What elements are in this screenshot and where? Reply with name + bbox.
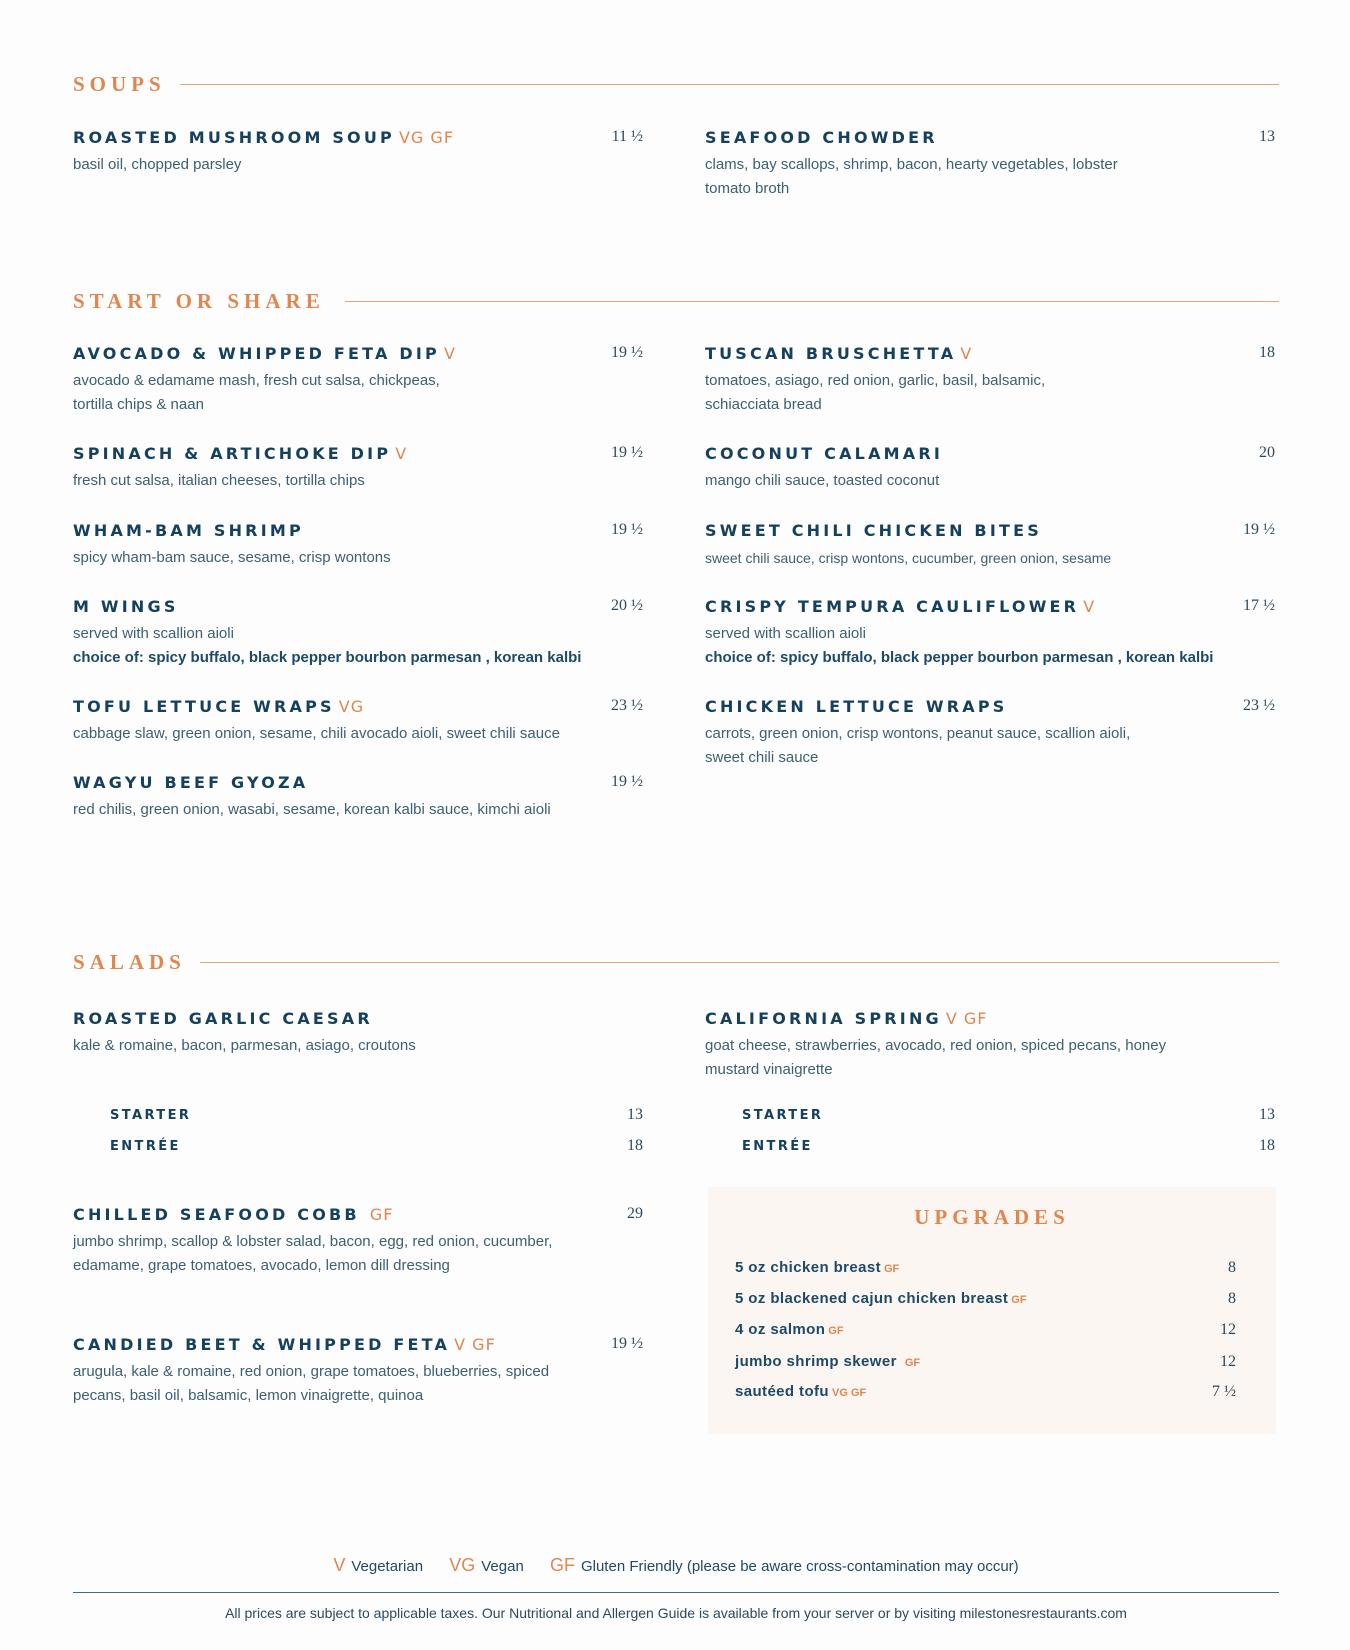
item-description: cabbage slaw, green onion, sesame, chili avocado aioli, sweet chili sauce: [73, 725, 560, 742]
item-name: WHAM-BAM SHRIMP: [73, 521, 304, 540]
legend-label: Gluten Friendly (please be aware cross-contamination may occur): [580, 1558, 1019, 1575]
item-price: 19 ½: [611, 773, 643, 790]
item-description: tomatoes, asiago, red onion, garlic, basil, balsamic, schiacciata bread: [705, 372, 1046, 413]
item-description: avocado & edamame mash, fresh cut salsa, chickpeas, tortilla chips & naan: [73, 372, 440, 413]
legend-vegan: [449, 1555, 524, 1575]
item-price: 23 ½: [611, 697, 643, 714]
legend-key: GF: [549, 1555, 575, 1575]
item-price: 19 ½: [611, 1335, 643, 1352]
item-description: clams, bay scallops, shrimp, bacon, hearty vegetables, lobster tomato broth: [705, 156, 1118, 197]
upgrade-label: 5 oz chicken breast: [735, 1259, 881, 1276]
upgrade-price: 8: [1228, 1290, 1236, 1307]
upgrades-title: UPGRADES: [914, 1205, 1070, 1229]
section-title: START OR SHARE: [73, 289, 325, 313]
upgrade-label: sautéed tofu: [735, 1383, 829, 1400]
section-header-start-or-share: [73, 289, 1279, 314]
size-price: 18: [627, 1137, 643, 1154]
upgrade-label: 5 oz blackened cajun chicken breast: [735, 1290, 1009, 1307]
diet-tag: V: [443, 344, 456, 363]
item-name: CANDIED BEET & WHIPPED FETA: [73, 1335, 451, 1354]
diet-tag: GF: [828, 1325, 844, 1337]
upgrade-price: 8: [1228, 1259, 1236, 1276]
menu-item: [73, 773, 643, 822]
item-description: basil oil, chopped parsley: [73, 156, 242, 173]
upgrade-item: [735, 1259, 1236, 1281]
menu-item: [73, 521, 643, 570]
item-name: WAGYU BEEF GYOZA: [73, 773, 309, 792]
diet-tag: VG: [338, 697, 365, 716]
menu-item: [73, 1205, 643, 1278]
legend-vegetarian: [333, 1555, 424, 1575]
upgrade-price: 12: [1220, 1353, 1236, 1370]
diet-tag: V: [395, 444, 408, 463]
item-price: 19 ½: [1243, 521, 1275, 538]
item-name: CHILLED SEAFOOD COBB: [73, 1205, 360, 1224]
menu-item: [705, 128, 1275, 201]
diet-tag: V: [1083, 597, 1096, 616]
upgrade-item: [735, 1321, 1236, 1343]
item-description: served with scallion aioli: [705, 625, 866, 642]
item-description: kale & romaine, bacon, parmesan, asiago, croutons: [73, 1037, 416, 1054]
size-price: 13: [627, 1106, 643, 1123]
diet-tag: VG GF: [831, 1387, 867, 1399]
legend-label: Vegan: [481, 1558, 524, 1575]
menu-item: [705, 597, 1275, 670]
item-name: M WINGS: [73, 597, 179, 616]
item-description: red chilis, green onion, wasabi, sesame, korean kalbi sauce, kimchi aioli: [73, 801, 551, 818]
item-name: TUSCAN BRUSCHETTA: [705, 344, 957, 363]
diet-tag: VG GF: [398, 128, 455, 147]
dietary-legend: [73, 1555, 1279, 1576]
diet-tag: GF: [369, 1205, 394, 1224]
item-description: carrots, green onion, crisp wontons, peanut sauce, scallion aioli, sweet chili sauce: [705, 725, 1131, 766]
upgrade-label: 4 oz salmon: [735, 1321, 826, 1338]
item-description: spicy wham-bam sauce, sesame, crisp wontons: [73, 549, 391, 566]
size-label: ENTRÉE: [742, 1139, 813, 1154]
upgrade-label: jumbo shrimp skewer: [735, 1353, 897, 1370]
menu-item: [73, 597, 643, 670]
divider: [180, 84, 1279, 85]
item-name: CHICKEN LETTUCE WRAPS: [705, 697, 1008, 716]
menu-item: [705, 444, 1275, 493]
item-name: SPINACH & ARTICHOKE DIP: [73, 444, 392, 463]
divider: [345, 301, 1279, 302]
legend-key: V: [333, 1555, 346, 1575]
item-choices: choice of: spicy buffalo, black pepper bourbon parmesan , korean kalbi: [705, 649, 1214, 666]
item-name: SEAFOOD CHOWDER: [705, 128, 938, 147]
diet-tag: GF: [884, 1263, 900, 1275]
item-name: TOFU LETTUCE WRAPS: [73, 697, 335, 716]
item-price: 13: [1259, 128, 1275, 145]
footer-divider: [73, 1592, 1279, 1593]
divider: [200, 962, 1279, 963]
item-name: SWEET CHILI CHICKEN BITES: [705, 521, 1042, 540]
diet-tag: V GF: [945, 1009, 988, 1028]
upgrade-price: 7 ½: [1212, 1383, 1236, 1400]
diet-tag: GF: [904, 1357, 921, 1369]
item-name: COCONUT CALAMARI: [705, 444, 944, 463]
upgrade-item: [735, 1353, 1236, 1375]
section-header-soups: [73, 72, 1279, 97]
menu-item: [705, 521, 1275, 570]
menu-item: [705, 344, 1275, 417]
upgrade-item: [735, 1290, 1236, 1312]
menu-item: [73, 697, 643, 746]
diet-tag: V: [960, 344, 973, 363]
item-price: 19 ½: [611, 444, 643, 461]
upgrade-price: 12: [1220, 1321, 1236, 1338]
item-price: 18: [1259, 344, 1275, 361]
item-description: jumbo shrimp, scallop & lobster salad, bacon, egg, red onion, cucumber, edamame, grape tomatoes, avocado, lemon dill dressing: [73, 1233, 553, 1274]
item-price: 20: [1259, 444, 1275, 461]
diet-tag: V GF: [454, 1335, 496, 1354]
size-label: STARTER: [110, 1108, 192, 1123]
item-description: arugula, kale & romaine, red onion, grape tomatoes, blueberries, spiced pecans, basil oil, balsamic, lemon vinaigrette, quinoa: [73, 1363, 550, 1404]
size-label: STARTER: [742, 1108, 824, 1123]
item-price: 23 ½: [1243, 697, 1275, 714]
upgrade-item: [735, 1383, 1236, 1405]
size-option: [110, 1137, 643, 1159]
menu-item: [73, 1335, 643, 1408]
item-name: ROASTED MUSHROOM SOUP: [73, 128, 395, 147]
menu-item: [73, 128, 643, 177]
section-header-salads: [73, 950, 1279, 975]
item-name: CALIFORNIA SPRING: [705, 1009, 942, 1028]
item-description: sweet chili sauce, crisp wontons, cucumber, green onion, sesame: [705, 550, 1112, 566]
section-title: SALADS: [73, 950, 186, 974]
item-name: AVOCADO & WHIPPED FETA DIP: [73, 344, 440, 363]
menu-item: [73, 1009, 643, 1058]
footer-note: All prices are subject to applicable taxes. Our Nutritional and Allergen Guide is available from your server or by visiting milestonesrestaurants.com: [225, 1605, 1127, 1621]
size-label: ENTRÉE: [110, 1139, 181, 1154]
item-name: ROASTED GARLIC CAESAR: [73, 1009, 373, 1028]
item-price: 19 ½: [611, 344, 643, 361]
menu-item: [73, 444, 643, 493]
size-option: [742, 1137, 1275, 1159]
section-title: SOUPS: [73, 72, 166, 96]
size-price: 13: [1259, 1106, 1275, 1123]
size-option: [110, 1106, 643, 1128]
item-choices: choice of: spicy buffalo, black pepper bourbon parmesan , korean kalbi: [73, 649, 582, 666]
legend-key: VG: [449, 1555, 476, 1575]
item-description: served with scallion aioli: [73, 625, 234, 642]
item-price: 11 ½: [611, 128, 643, 145]
menu-item: [705, 1009, 1275, 1082]
menu-item: [705, 697, 1275, 770]
item-price: 29: [627, 1205, 643, 1222]
item-name: CRISPY TEMPURA CAULIFLOWER: [705, 597, 1080, 616]
item-price: 19 ½: [611, 521, 643, 538]
upgrades-box: [708, 1187, 1276, 1434]
size-price: 18: [1259, 1137, 1275, 1154]
item-price: 17 ½: [1243, 597, 1275, 614]
item-price: 20 ½: [611, 597, 643, 614]
item-description: fresh cut salsa, italian cheeses, tortilla chips: [73, 472, 365, 489]
menu-item: [73, 344, 643, 417]
legend-label: Vegetarian: [351, 1558, 424, 1575]
diet-tag: GF: [1011, 1294, 1027, 1306]
size-option: [742, 1106, 1275, 1128]
legend-gluten-friendly: [549, 1555, 1019, 1575]
item-description: goat cheese, strawberries, avocado, red onion, spiced pecans, honey mustard vinaigrette: [705, 1037, 1167, 1078]
item-description: mango chili sauce, toasted coconut: [705, 472, 940, 489]
